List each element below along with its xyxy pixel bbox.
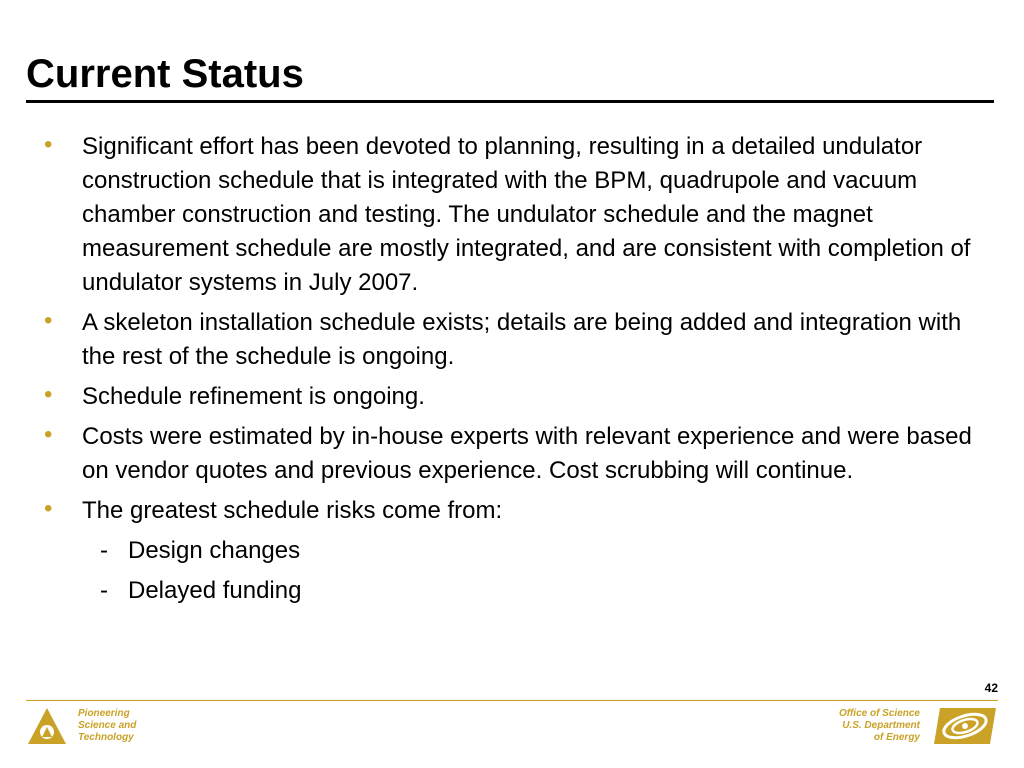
dash-marker-icon: - [100, 577, 108, 604]
bullet-marker-icon: • [44, 495, 53, 522]
bullet-text: A skeleton installation schedule exists; details are being added and integration with the rest of the schedule is ongoing. [82, 309, 962, 370]
bullet-marker-icon: • [44, 421, 53, 448]
tagline-line: Pioneering [78, 708, 130, 719]
doe-orbit-logo-icon [932, 706, 998, 746]
bullet-text: Costs were estimated by in-house experts with relevant experience and were based on vendor quotes and previous experience. Cost scrubbing will continue. [82, 423, 972, 484]
argonne-triangle-icon [26, 706, 68, 746]
doe-line: U.S. Department [842, 720, 920, 731]
bullet-marker-icon: • [44, 131, 53, 158]
bullet-list [44, 130, 994, 614]
bullet-text: The greatest schedule risks come from: [82, 497, 503, 524]
tagline-line: Science and [78, 720, 137, 731]
bullet-text: Schedule refinement is ongoing. [82, 383, 425, 410]
sub-bullet-text: Design changes [128, 537, 301, 564]
bullet-item [44, 494, 994, 608]
dash-marker-icon: - [100, 537, 108, 564]
bullet-text: Significant effort has been devoted to planning, resulting in a detailed undulator construction schedule that is integrated with the BPM, quadrupole and vacuum chamber construction and testing. The undulator schedule and the magnet measurement schedule are mostly integrated, and are consistent with completion of undulator systems in July 2007. [82, 133, 971, 296]
sub-bullet-item [82, 534, 994, 568]
footer-tagline [78, 708, 136, 744]
sub-bullet-list [82, 534, 994, 608]
slide-title: Current Status [26, 52, 304, 96]
bullet-marker-icon: • [44, 381, 53, 408]
tagline-line: Technology [78, 732, 134, 743]
bullet-marker-icon: • [44, 307, 53, 334]
sub-bullet-text: Delayed funding [128, 577, 302, 604]
page-number: 42 [984, 681, 998, 695]
bullet-item [44, 380, 994, 414]
doe-line: Office of Science [839, 708, 920, 719]
bullet-item [44, 306, 994, 374]
sub-bullet-item [82, 574, 994, 608]
bullet-item [44, 420, 994, 488]
footer-divider [26, 700, 998, 701]
doe-line: of Energy [873, 732, 920, 743]
title-divider [26, 100, 994, 103]
doe-office-text [839, 708, 920, 744]
bullet-item [44, 130, 994, 300]
